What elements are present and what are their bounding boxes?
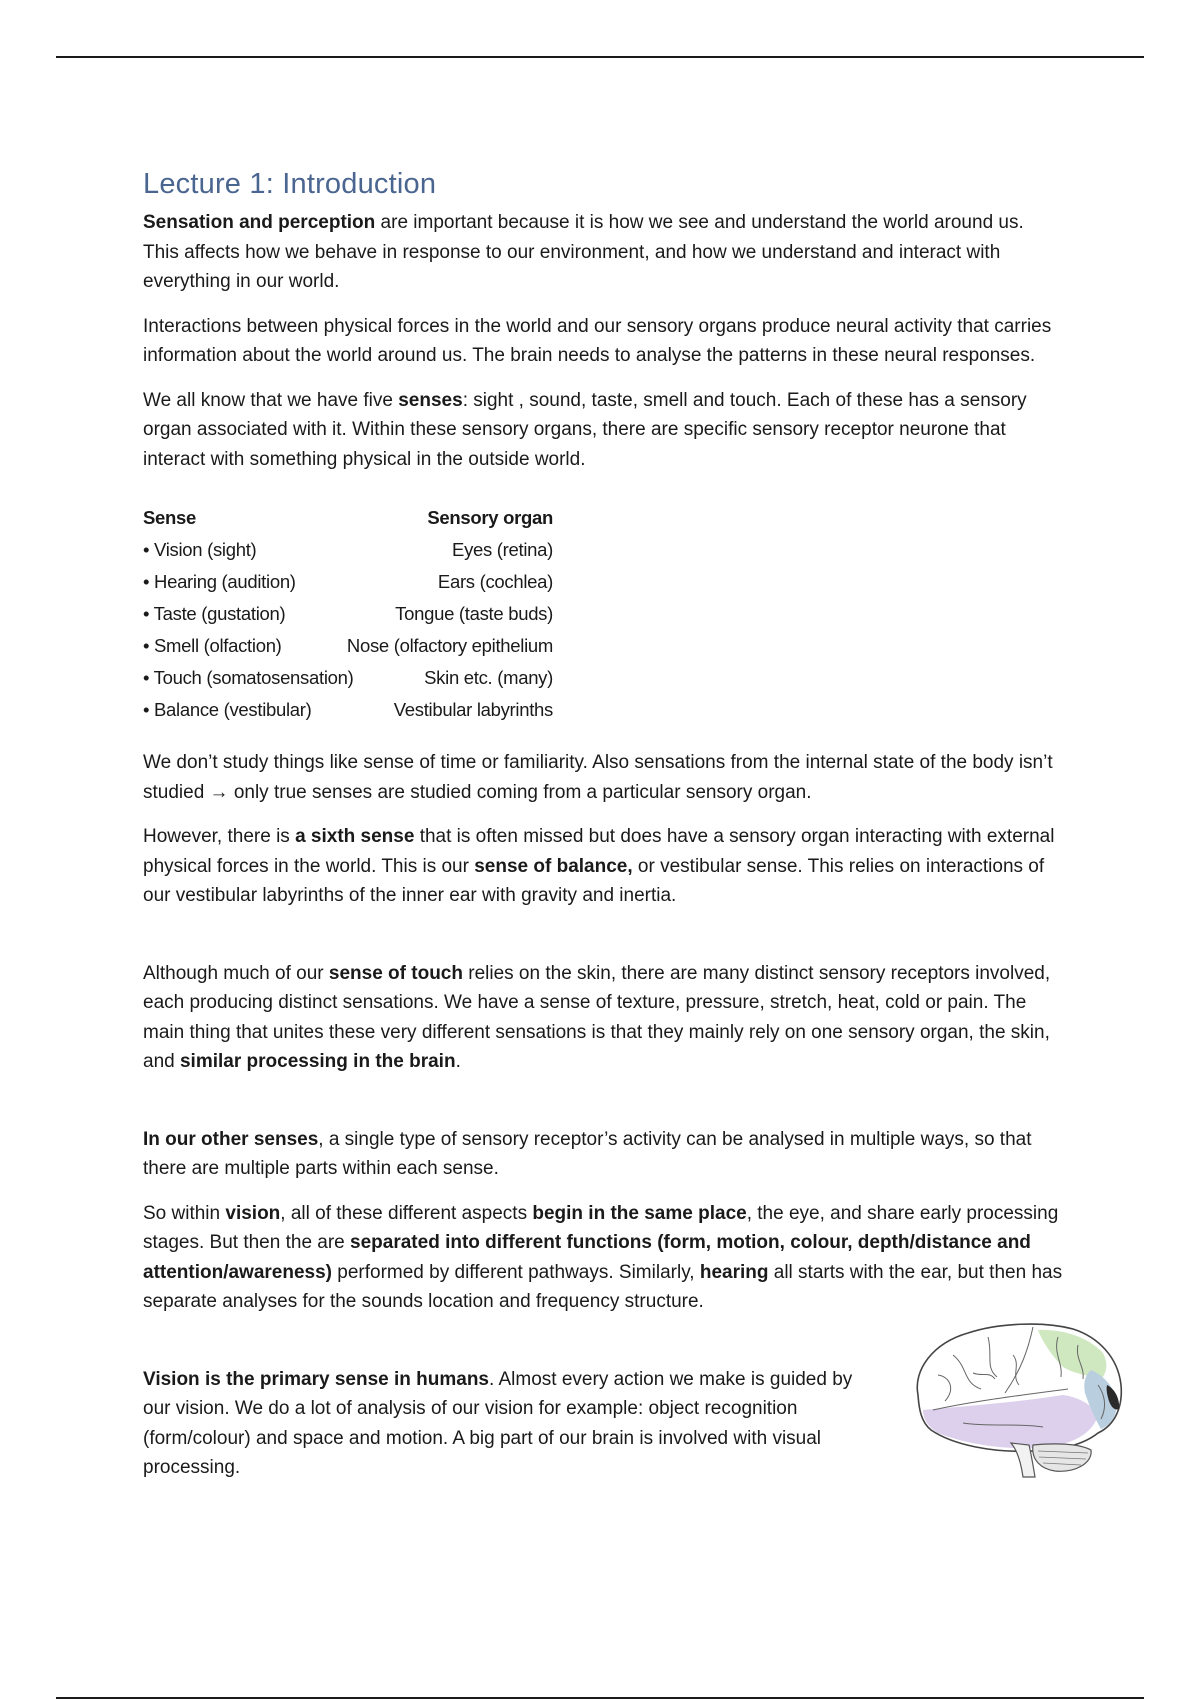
body-text: : sight , sound, taste, smell and touch. Each of these has a sensory organ associated with it. Within these sensory organs, there are specific sensory receptor neurone that interact with something physical in the outside world.	[143, 389, 1027, 470]
body-text: that is often missed but does have a sensory organ interacting with external physical forces in the world. This is our	[143, 826, 1055, 877]
emphasis-text: sense of balance,	[474, 855, 633, 877]
table-row	[143, 694, 553, 726]
cerebellum	[1033, 1443, 1091, 1470]
body-text: We don’t study things like sense of time or familiarity. Also sensations from the internal state of the body isn’t studied → only true senses are studied coming from a particular sensory organ.	[143, 752, 1053, 803]
senses-table-header	[143, 502, 553, 534]
body-text: , all of these different aspects	[280, 1202, 533, 1224]
body-text: . Almost every action we make is guided by our vision. We do a lot of analysis of our vision for example: object recognition (form/colour) and space and motion. A big part of our brain is involved with visual processing.	[143, 1368, 853, 1478]
table-row	[143, 534, 553, 566]
paragraph-vision-primary	[143, 1365, 873, 1483]
sense-cell: • Taste (gustation)	[143, 603, 286, 624]
senses-table	[143, 502, 553, 726]
body-text: , a single type of sensory receptor’s activity can be analysed in multiple ways, so that there are multiple parts within each sense.	[143, 1128, 1032, 1179]
page-content	[143, 168, 1063, 1483]
emphasis-text: Sensation and perception	[143, 212, 376, 233]
paragraph-not-studied	[143, 748, 1063, 807]
brainstem	[1011, 1443, 1035, 1477]
emphasis-text: similar processing in the brain	[179, 1051, 456, 1072]
sense-cell: • Hearing (audition)	[143, 571, 296, 592]
table-row	[143, 630, 553, 662]
page-title: Lecture 1: Introduction	[143, 168, 437, 200]
emphasis-text: Vision is the primary sense in humans	[143, 1368, 489, 1390]
vision-primary-block	[143, 1365, 1063, 1483]
body-text: We all know that we have five	[143, 389, 399, 411]
table-row	[143, 598, 553, 630]
paragraph-sense-of-touch	[143, 959, 1063, 1077]
header-rule	[56, 56, 1144, 58]
organ-cell: Eyes (retina)	[452, 539, 553, 560]
body-text: or vestibular sense. This relies on interactions of our vestibular labyrinths of the inner ear with gravity and inertia.	[143, 855, 1045, 906]
organ-cell: Vestibular labyrinths	[393, 699, 553, 720]
header-sensory-organ: Sensory organ	[427, 507, 553, 528]
paragraph-sixth-sense	[143, 822, 1063, 911]
organ-cell: Tongue (taste buds)	[395, 603, 553, 624]
paragraph-physical-forces	[143, 312, 1063, 371]
table-row	[143, 662, 553, 694]
brain-illustration	[893, 1315, 1128, 1480]
emphasis-text: sense of touch	[328, 962, 463, 984]
emphasis-text: begin in the same place	[532, 1202, 747, 1224]
emphasis-text: separated into different functions (form, motion, colour, depth/distance and attention/awareness)	[143, 1232, 1031, 1283]
parietal-lobe-highlight	[1038, 1329, 1106, 1376]
sense-cell: • Touch (somatosensation)	[143, 667, 354, 688]
sense-cell: • Smell (olfaction)	[143, 635, 282, 656]
emphasis-text: vision	[225, 1202, 281, 1224]
body-text: , the eye, and share early processing stages. But then the are	[143, 1202, 1059, 1253]
body-text: Interactions between physical forces in the world and our sensory organs produce neural activity that carries information about the world around us. The brain needs to analyse the patterns in these neural responses.	[143, 315, 1052, 366]
table-row	[143, 566, 553, 598]
body-text: all starts with the ear, but then has separate analyses for the sounds location and frequency structure.	[143, 1261, 1063, 1312]
emphasis-text: senses	[398, 389, 463, 411]
organ-cell: Ears (cochlea)	[437, 571, 553, 592]
footer-rule	[56, 1697, 1144, 1699]
body-text: So within	[143, 1202, 226, 1224]
organ-cell: Nose (olfactory epithelium	[346, 635, 553, 656]
emphasis-text: hearing	[699, 1261, 769, 1283]
paragraph-vision-hearing	[143, 1199, 1063, 1317]
header-sense: Sense	[143, 507, 197, 528]
sense-cell: • Balance (vestibular)	[143, 699, 312, 720]
paragraph-other-senses	[143, 1125, 1063, 1184]
body-text: However, there is	[143, 826, 296, 847]
body-text: relies on the skin, there are many distinct sensory receptors involved, each producing distinct sensations. We have a sense of texture, pressure, stretch, heat, cold or pain. The main thing that unites these very different sensations is that they mainly rely on one sensory organ, the skin, and	[143, 962, 1051, 1072]
paragraph-five-senses	[143, 386, 1063, 475]
organ-cell: Skin etc. (many)	[424, 667, 553, 688]
emphasis-text: a sixth sense	[295, 826, 415, 847]
paragraph-sensation-perception	[143, 208, 1063, 297]
emphasis-text: In our other senses	[143, 1128, 319, 1150]
body-text: are important because it is how we see and understand the world around us. This affects how we behave in response to our environment, and how we understand and interact with everything in our world.	[143, 212, 1024, 292]
body-text: performed by different pathways. Similarly,	[332, 1261, 700, 1283]
sense-cell: • Vision (sight)	[143, 539, 257, 560]
body-text: .	[455, 1051, 461, 1072]
body-text: Although much of our	[143, 962, 329, 984]
